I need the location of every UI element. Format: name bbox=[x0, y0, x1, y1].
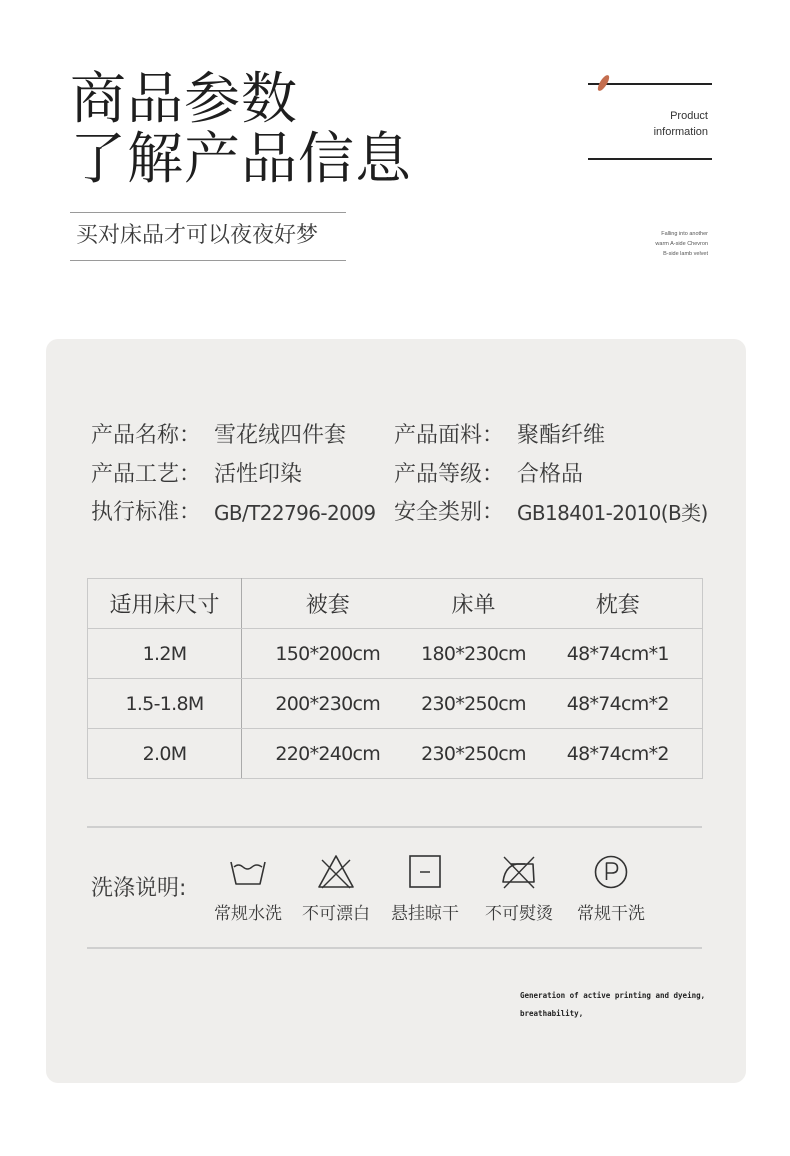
spec-value: 合格品 bbox=[517, 462, 584, 487]
care-top-rule bbox=[87, 826, 702, 828]
footer-note-line-2: breathability, bbox=[520, 1009, 584, 1018]
page-title-line-1: 商品参数 bbox=[70, 67, 298, 132]
table-row bbox=[88, 679, 703, 729]
table-cell: 48*74cm*1 bbox=[534, 629, 703, 679]
no-iron-icon bbox=[499, 852, 539, 892]
care-item-bleach bbox=[291, 852, 381, 928]
small-note-line-3: B-side lamb velvet bbox=[663, 251, 708, 257]
table-cell: 230*250cm bbox=[414, 729, 534, 779]
table-cell: 1.2M bbox=[88, 629, 242, 679]
care-caption: 不可漂白 bbox=[302, 904, 370, 924]
subtitle-top-rule bbox=[70, 212, 346, 213]
table-cell: 220*240cm bbox=[242, 729, 414, 779]
column-header: 适用床尺寸 bbox=[88, 579, 242, 629]
table-cell: 150*200cm bbox=[242, 629, 414, 679]
small-note-line-2: warm A-side Chevron bbox=[655, 241, 708, 247]
decorative-line-bottom bbox=[588, 158, 712, 160]
spec-label: 产品名称： bbox=[91, 423, 202, 448]
spec-row bbox=[91, 498, 711, 528]
spec-label: 产品等级： bbox=[394, 462, 505, 487]
spec-value: GB/T22796-2009 bbox=[214, 501, 376, 525]
page-title-line-2: 了解产品信息 bbox=[70, 127, 412, 192]
column-header: 床单 bbox=[414, 579, 534, 629]
column-header: 枕套 bbox=[534, 579, 703, 629]
care-item-iron bbox=[474, 852, 564, 928]
spec-row bbox=[91, 460, 711, 490]
small-note-line-1: Falling into another bbox=[661, 231, 708, 237]
column-header: 被套 bbox=[242, 579, 414, 629]
table-row bbox=[88, 629, 703, 679]
no-bleach-icon bbox=[316, 852, 356, 892]
table-cell: 230*250cm bbox=[414, 679, 534, 729]
care-item-hang-dry bbox=[380, 852, 470, 928]
spec-label: 产品工艺： bbox=[91, 462, 202, 487]
english-tag-line-1: Product bbox=[670, 110, 708, 122]
spec-value: 聚酯纤维 bbox=[517, 423, 606, 448]
care-caption: 不可熨烫 bbox=[485, 904, 553, 924]
footer-note-line-1: Generation of active printing and dyeing, bbox=[520, 991, 706, 1000]
spec-row bbox=[91, 421, 711, 451]
care-caption: 常规干洗 bbox=[577, 904, 645, 924]
table-cell: 48*74cm*2 bbox=[534, 679, 703, 729]
wash-tub-icon bbox=[228, 852, 268, 892]
english-tag-line-2: information bbox=[653, 126, 708, 138]
table-cell: 48*74cm*2 bbox=[534, 729, 703, 779]
spec-label: 安全类别： bbox=[394, 500, 505, 525]
table-row bbox=[88, 729, 703, 779]
care-bottom-rule bbox=[87, 947, 702, 949]
table-cell: 2.0M bbox=[88, 729, 242, 779]
table-cell: 1.5-1.8M bbox=[88, 679, 242, 729]
care-caption: 常规水洗 bbox=[214, 904, 282, 924]
table-header-row bbox=[88, 579, 703, 629]
spec-label: 执行标准： bbox=[91, 500, 202, 525]
care-label: 洗涤说明: bbox=[91, 876, 187, 901]
care-caption: 悬挂晾干 bbox=[391, 904, 459, 924]
table-cell: 200*230cm bbox=[242, 679, 414, 729]
dry-clean-p-icon bbox=[591, 852, 631, 892]
spec-value: GB18401-2010(B类) bbox=[517, 501, 708, 525]
subtitle-bottom-rule bbox=[70, 260, 346, 261]
table-cell: 180*230cm bbox=[414, 629, 534, 679]
size-table bbox=[87, 578, 703, 779]
hang-dry-icon bbox=[405, 852, 445, 892]
spec-value: 雪花绒四件套 bbox=[214, 423, 347, 448]
spec-label: 产品面料： bbox=[394, 423, 505, 448]
page-subtitle: 买对床品才可以夜夜好梦 bbox=[76, 223, 319, 248]
care-item-dry-clean bbox=[566, 852, 656, 928]
care-item-wash bbox=[203, 852, 293, 928]
spec-value: 活性印染 bbox=[214, 462, 303, 487]
